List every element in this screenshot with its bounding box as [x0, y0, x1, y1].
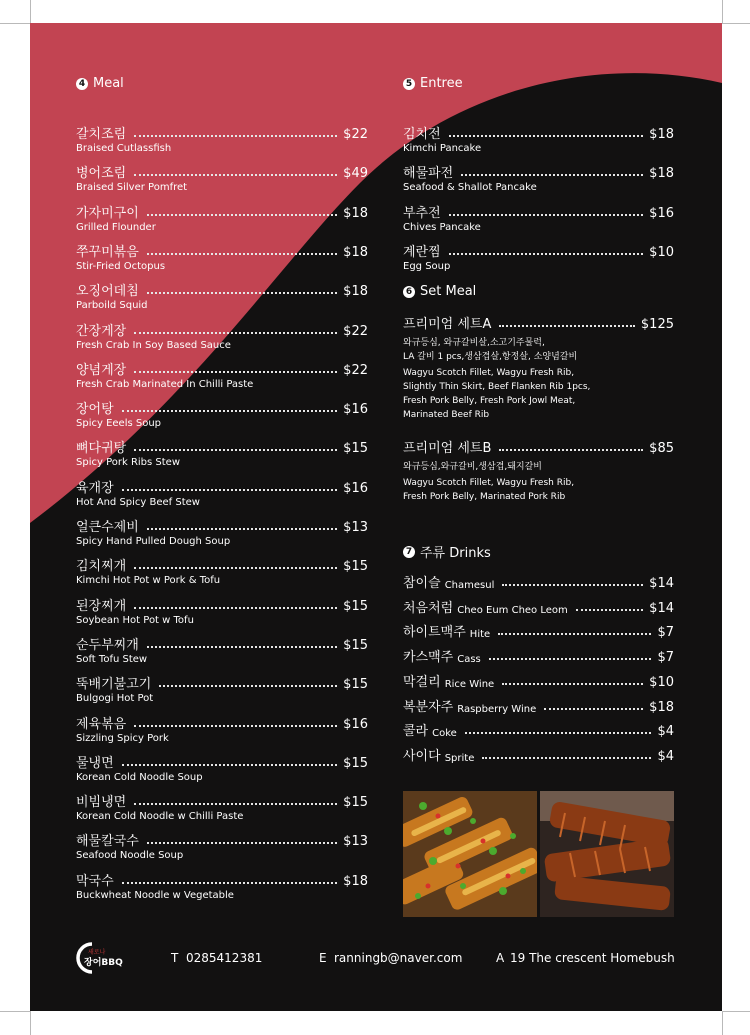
menu-item-row — [76, 635, 368, 653]
item-price: $18 — [343, 205, 368, 221]
menu-item-row — [76, 399, 368, 417]
description-line: Slightly Thin Skirt, Beef Flanken Rib 1pcs, — [403, 382, 591, 392]
dot-leader — [147, 291, 337, 294]
item-price: $22 — [343, 127, 368, 142]
menu-item — [76, 517, 368, 547]
item-name-korean: 순두부찌개 — [76, 637, 139, 653]
item-name-korean: 뚝배기불고기 — [76, 677, 152, 693]
item-name-english: Spicy Hand Pulled Dough Soup — [76, 536, 231, 547]
item-name-english: Rice Wine — [444, 678, 495, 690]
menu-item-row — [403, 622, 674, 640]
logo-main-text: 장어BBQ — [84, 958, 123, 968]
item-price: $15 — [343, 598, 368, 614]
menu-item-row — [76, 321, 368, 339]
dot-leader — [499, 448, 643, 451]
item-price: $16 — [343, 402, 368, 418]
dot-leader — [122, 409, 337, 412]
dot-leader — [122, 881, 337, 884]
crop-mark — [722, 1011, 723, 1035]
menu-item — [76, 163, 368, 193]
menu-item-row — [76, 831, 368, 849]
item-price: $15 — [343, 559, 368, 575]
description-line: 와규등심, 와규갈비살,소고기주물럭, — [403, 338, 545, 348]
dot-leader — [134, 802, 337, 805]
item-price: $16 — [343, 480, 368, 496]
dot-leader — [134, 724, 337, 727]
item-name-english: Fresh Crab In Soy Based Sauce — [76, 339, 231, 351]
dot-leader — [134, 566, 337, 569]
menu-item — [403, 163, 674, 193]
menu-item — [76, 753, 368, 783]
dot-leader — [576, 608, 643, 611]
menu-item-row — [403, 697, 674, 715]
menu-item-row — [403, 314, 674, 332]
food-photos — [403, 791, 674, 917]
item-name-korean: 비빔냉면 — [76, 795, 127, 811]
dot-leader — [502, 583, 643, 586]
item-name-korean: 육개장 — [76, 480, 114, 496]
item-name-english: Cheo Eum Cheo Leom — [457, 604, 568, 616]
menu-item — [403, 242, 674, 272]
item-name-english: Korean Cold Noodle Soup — [76, 771, 203, 783]
item-name-korean: 간장게장 — [76, 323, 127, 339]
item-name-english: Korean Cold Noodle w Chilli Paste — [76, 811, 244, 823]
section-number-badge: 4 — [76, 78, 88, 90]
item-price: $18 — [343, 284, 368, 300]
dot-leader — [499, 324, 635, 327]
menu-item-row — [76, 714, 368, 732]
menu-item — [403, 622, 674, 640]
item-name-korean: 해물파전 — [403, 166, 454, 182]
item-name-korean: 사이다 — [403, 748, 441, 764]
item-name-english: Stir-Fried Octopus — [76, 260, 166, 272]
item-name-english: Soft Tofu Stew — [76, 653, 148, 665]
menu-item — [76, 792, 368, 822]
menu-item-row — [76, 556, 368, 574]
item-name-english: Cass — [457, 654, 481, 666]
set-description-english — [403, 476, 674, 504]
item-name-korean: 김치전 — [403, 127, 441, 142]
set-meal-section-title — [403, 284, 476, 299]
menu-item-row — [403, 438, 674, 456]
item-price: $7 — [657, 625, 674, 641]
dot-leader — [502, 682, 643, 685]
menu-item — [76, 203, 368, 233]
dot-leader — [134, 134, 337, 137]
item-price: $15 — [343, 755, 368, 771]
menu-item — [76, 714, 368, 744]
item-name-english: Sizzling Spicy Pork — [76, 732, 169, 744]
item-name-english: Fresh Crab Marinated In Chilli Paste — [76, 378, 254, 390]
item-price: $18 — [343, 873, 368, 889]
description-line: Fresh Pork Belly, Marinated Pork Rib — [403, 492, 566, 502]
menu-item-row — [76, 124, 368, 142]
dot-leader — [465, 731, 652, 734]
email-link[interactable]: ranningb@naver.com — [334, 951, 463, 965]
menu-item — [76, 635, 368, 665]
menu-item — [76, 478, 368, 508]
crop-mark — [30, 0, 31, 23]
item-name-english: Parboild Squid — [76, 300, 148, 312]
section-title-text: Set Meal — [420, 284, 477, 299]
dot-leader — [489, 657, 652, 660]
item-name-english: Chives Pancake — [403, 221, 481, 233]
menu-item-row — [403, 124, 674, 142]
item-name-korean: 복분자주 — [403, 699, 454, 715]
section-title-text: 주류 Drinks — [420, 546, 491, 561]
item-name-korean: 물냉면 — [76, 755, 114, 771]
dot-leader — [134, 448, 337, 451]
item-name-english: Soybean Hot Pot w Tofu — [76, 614, 194, 626]
menu-item-row — [76, 517, 368, 535]
dot-leader — [449, 213, 643, 216]
menu-item-row — [76, 281, 368, 299]
menu-item — [76, 831, 368, 861]
menu-item — [76, 321, 368, 351]
dot-leader — [122, 488, 337, 491]
item-name-korean: 막걸리 — [403, 674, 441, 690]
dot-leader — [147, 252, 337, 255]
item-name-english: Kimchi Pancake — [403, 143, 482, 154]
dot-leader — [498, 632, 651, 635]
section-number-badge: 5 — [403, 78, 415, 90]
dot-leader — [449, 252, 643, 255]
item-name-english: Braised Cutlassfish — [76, 143, 172, 154]
item-price: $7 — [657, 650, 674, 666]
crop-mark — [722, 23, 750, 24]
menu-item — [403, 573, 674, 591]
section-number-badge: 7 — [403, 546, 415, 558]
item-name-korean: 오징어데침 — [76, 284, 139, 300]
item-price: $18 — [649, 127, 674, 142]
menu-item — [76, 124, 368, 154]
set-meal-item — [403, 314, 674, 422]
item-name-korean: 장어탕 — [76, 402, 114, 418]
item-price: $125 — [640, 317, 674, 332]
dot-leader — [122, 763, 337, 766]
crop-mark — [722, 0, 723, 23]
item-name-korean: 부추전 — [403, 205, 441, 221]
item-name-english: Egg Soup — [403, 260, 451, 272]
menu-item-row — [403, 573, 674, 591]
menu-item-row — [403, 598, 674, 616]
menu-item — [76, 674, 368, 704]
item-price: $10 — [649, 244, 674, 260]
item-name-korean: 막국수 — [76, 873, 114, 889]
menu-item-row — [76, 478, 368, 496]
menu-item — [76, 596, 368, 626]
item-price: $85 — [649, 441, 674, 456]
item-name-korean: 해물칼국수 — [76, 834, 139, 850]
item-name-korean: 얼큰수제비 — [76, 520, 139, 535]
description-line: 와규등심,와규갈비,생삼겹,돼지갈비 — [403, 462, 542, 472]
menu-item — [403, 647, 674, 665]
item-name-korean: 가자미구이 — [76, 205, 139, 221]
item-name-korean: 참이슬 — [403, 576, 441, 591]
item-price: $18 — [649, 699, 674, 715]
item-name-english: Seafood Noodle Soup — [76, 850, 184, 862]
menu-item — [76, 556, 368, 586]
dot-leader — [147, 213, 337, 216]
crop-mark — [30, 1011, 31, 1035]
item-price: $16 — [343, 716, 368, 732]
dot-leader — [134, 370, 337, 373]
crop-mark — [0, 23, 30, 24]
item-name-english: Sprite — [444, 752, 475, 764]
item-name-english: Bulgogi Hot Pot — [76, 693, 154, 705]
set-description-korean — [403, 336, 674, 364]
item-price: $18 — [343, 244, 368, 260]
item-price: $22 — [343, 362, 368, 378]
item-name-english: Grilled Flounder — [76, 221, 156, 233]
menu-item — [76, 242, 368, 272]
item-price: $15 — [343, 677, 368, 693]
item-name-korean: 뼈다귀탕 — [76, 441, 127, 457]
item-name-korean: 프리미엄 세트A — [403, 317, 492, 332]
menu-item — [403, 697, 674, 715]
dot-leader — [449, 134, 643, 137]
item-name-korean: 제육볶음 — [76, 716, 127, 732]
description-line: Marinated Beef Rib — [403, 410, 490, 420]
item-name-english: Braised Silver Pomfret — [76, 182, 188, 194]
menu-item-row — [403, 746, 674, 764]
menu-item-row — [76, 596, 368, 614]
item-price: $4 — [657, 748, 674, 764]
item-price: $16 — [649, 205, 674, 221]
footer — [30, 941, 722, 975]
item-name-korean: 처음처럼 — [403, 600, 454, 616]
item-name-korean: 된장찌개 — [76, 598, 127, 614]
dot-leader — [134, 331, 337, 334]
menu-item — [76, 871, 368, 901]
menu-item-row — [76, 674, 368, 692]
menu-item-row — [76, 242, 368, 260]
description-line: LA 갈비 1 pcs,생삼겹살,항정살, 소양념갈비 — [403, 352, 578, 362]
item-price: $18 — [649, 166, 674, 182]
item-name-korean: 양념게장 — [76, 362, 127, 378]
item-name-korean: 콜라 — [403, 724, 429, 740]
section-number-badge: 6 — [403, 286, 415, 298]
phone-label: T — [171, 951, 179, 965]
menu-item-row — [403, 721, 674, 739]
dot-leader — [482, 756, 651, 759]
phone-number: 0285412381 — [186, 951, 263, 965]
grilled-eel-photo-1 — [403, 791, 537, 917]
item-name-english: Spicy Eeels Soup — [76, 418, 162, 430]
item-name-korean: 하이트맥주 — [403, 625, 466, 641]
dot-leader — [461, 173, 643, 176]
dot-leader — [134, 173, 337, 176]
menu-page — [30, 23, 722, 1011]
menu-item — [403, 721, 674, 739]
dot-leader — [134, 606, 337, 609]
menu-item-row — [76, 360, 368, 378]
menu-item — [76, 360, 368, 390]
menu-item-row — [76, 438, 368, 456]
item-price: $15 — [343, 795, 368, 811]
item-price: $14 — [649, 600, 674, 616]
item-name-korean: 쭈꾸미볶음 — [76, 244, 139, 260]
dot-leader — [147, 527, 337, 530]
menu-item-row — [403, 163, 674, 181]
description-line: Wagyu Scotch Fillet, Wagyu Fresh Rib, — [403, 478, 575, 488]
grilled-eel-photo-2 — [540, 791, 674, 917]
item-name-korean: 카스맥주 — [403, 650, 454, 666]
item-price: $13 — [343, 520, 368, 535]
menu-item-row — [76, 163, 368, 181]
item-price: $13 — [343, 834, 368, 850]
item-price: $10 — [649, 674, 674, 690]
dot-leader — [544, 707, 643, 710]
email-label: E — [319, 951, 327, 965]
menu-item — [76, 399, 368, 429]
section-title-text: Meal — [93, 76, 124, 91]
item-name-korean: 갈치조림 — [76, 127, 127, 142]
menu-item-row — [76, 203, 368, 221]
item-name-korean: 김치찌개 — [76, 559, 127, 575]
logo-top-text: 새로나 — [88, 949, 106, 956]
menu-item-row — [76, 792, 368, 810]
set-description-english — [403, 366, 674, 422]
crop-mark — [722, 1011, 750, 1012]
item-name-english: Spicy Pork Ribs Stew — [76, 457, 181, 469]
menu-item — [403, 672, 674, 690]
address-label: A — [496, 951, 505, 965]
item-price: $49 — [343, 166, 368, 182]
item-name-english: Coke — [432, 728, 457, 740]
item-name-korean: 계란찜 — [403, 244, 441, 260]
menu-item-row — [76, 753, 368, 771]
item-name-korean: 프리미엄 세트B — [403, 441, 492, 456]
menu-item — [403, 598, 674, 616]
item-price: $15 — [343, 441, 368, 457]
item-name-english: Chamesul — [444, 580, 495, 591]
description-line: Wagyu Scotch Fillet, Wagyu Fresh Rib, — [403, 368, 575, 378]
set-meal-item — [403, 438, 674, 504]
dot-leader — [147, 645, 337, 648]
menu-item — [76, 281, 368, 311]
drinks-section-title — [403, 542, 491, 561]
entree-section-title — [403, 76, 463, 91]
dot-leader — [159, 684, 337, 687]
item-price: $14 — [649, 576, 674, 591]
description-line: Fresh Pork Belly, Fresh Pork Jowl Meat, — [403, 396, 576, 406]
item-price: $4 — [657, 724, 674, 740]
item-name-english: Hite — [469, 629, 491, 641]
set-description-korean — [403, 460, 674, 474]
menu-item-row — [403, 242, 674, 260]
menu-item — [76, 438, 368, 468]
item-name-korean: 병어조림 — [76, 166, 127, 182]
dot-leader — [147, 841, 337, 844]
item-price: $22 — [343, 323, 368, 339]
item-name-english: Seafood & Shallot Pancake — [403, 182, 537, 194]
section-title-text: Entree — [420, 76, 463, 91]
item-price: $15 — [343, 637, 368, 653]
item-name-english: Hot And Spicy Beef Stew — [76, 496, 200, 508]
menu-item-row — [403, 203, 674, 221]
menu-item-row — [403, 647, 674, 665]
item-name-english: Buckwheat Noodle w Vegetable — [76, 889, 234, 901]
crop-mark — [0, 1011, 30, 1012]
restaurant-logo — [76, 941, 136, 975]
menu-item — [403, 203, 674, 233]
menu-item — [403, 124, 674, 154]
item-name-english: Kimchi Hot Pot w Pork & Tofu — [76, 575, 221, 587]
menu-item-row — [403, 672, 674, 690]
meal-section-title — [76, 76, 124, 91]
item-name-english: Raspberry Wine — [457, 703, 537, 715]
menu-item — [403, 746, 674, 764]
address-text: 19 The crescent Homebush — [510, 951, 675, 965]
menu-item-row — [76, 871, 368, 889]
